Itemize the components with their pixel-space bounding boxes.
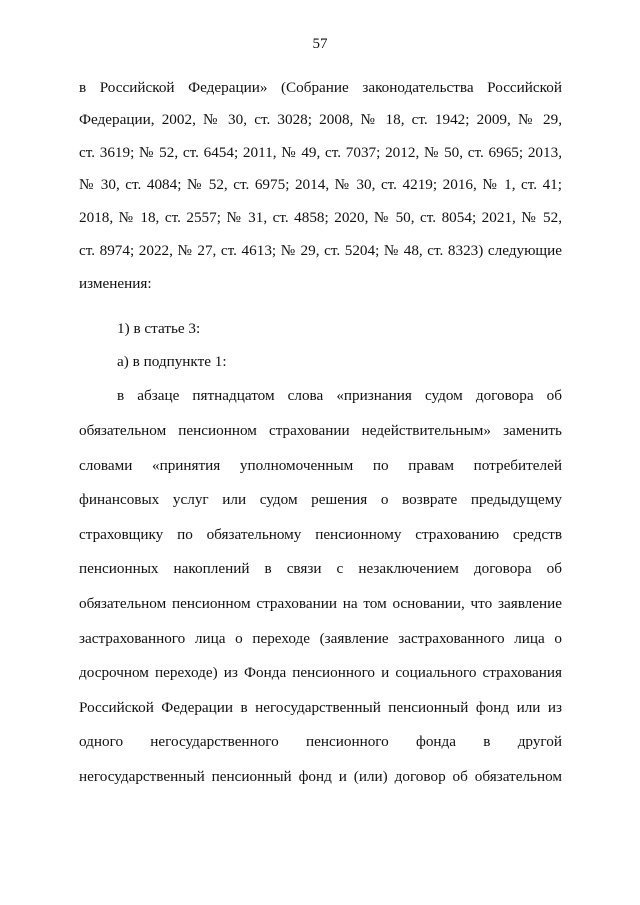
text-line: ст. 8974; 2022, № 27, ст. 4613; № 29, ст. 5204; № 48, ст. 8323) следующие	[79, 242, 562, 259]
text-line: № 30, ст. 4084; № 52, ст. 6975; 2014, № 30, ст. 4219; 2016, № 1, ст. 41;	[79, 176, 562, 193]
text-line: 1) в статье 3:	[117, 320, 201, 337]
text-line: в Российской Федерации» (Собрание законодательства Российской	[79, 79, 562, 96]
text-line: Российской Федерации в негосударственный пенсионный фонд или из	[79, 699, 562, 716]
page-number: 57	[312, 36, 328, 52]
text-line: 2018, № 18, ст. 2557; № 31, ст. 4858; 2020, № 50, ст. 8054; 2021, № 52,	[79, 209, 562, 226]
text-line: изменения:	[79, 275, 152, 292]
text-line: одного негосударственного пенсионного фонда в другой	[79, 733, 562, 750]
text-line: застрахованного лица о переходе (заявление застрахованного лица о	[79, 630, 562, 647]
text-line: страховщику по обязательному пенсионному страхованию средств	[79, 526, 562, 543]
text-line: словами «принятия уполномоченным по правам потребителей	[79, 457, 562, 474]
text-line: Федерации, 2002, № 30, ст. 3028; 2008, № 18, ст. 1942; 2009, № 29,	[79, 111, 562, 128]
text-line: ст. 3619; № 52, ст. 6454; 2011, № 49, ст. 7037; 2012, № 50, ст. 6965; 2013,	[79, 144, 562, 161]
text-line: а) в подпункте 1:	[117, 353, 227, 370]
text-line: досрочном переходе) из Фонда пенсионного и социального страхования	[79, 664, 562, 681]
text-line: негосударственный пенсионный фонд и (или) договор об обязательном	[79, 768, 562, 785]
text-line: пенсионных накоплений в связи с незаключением договора об	[79, 560, 562, 577]
text-line: в абзаце пятнадцатом слова «признания судом договора об	[117, 387, 562, 404]
text-line: финансовых услуг или судом решения о возврате предыдущему	[79, 491, 562, 508]
text-line: обязательном пенсионном страховании недействительным» заменить	[79, 422, 562, 439]
text-line: обязательном пенсионном страховании на том основании, что заявление	[79, 595, 562, 612]
